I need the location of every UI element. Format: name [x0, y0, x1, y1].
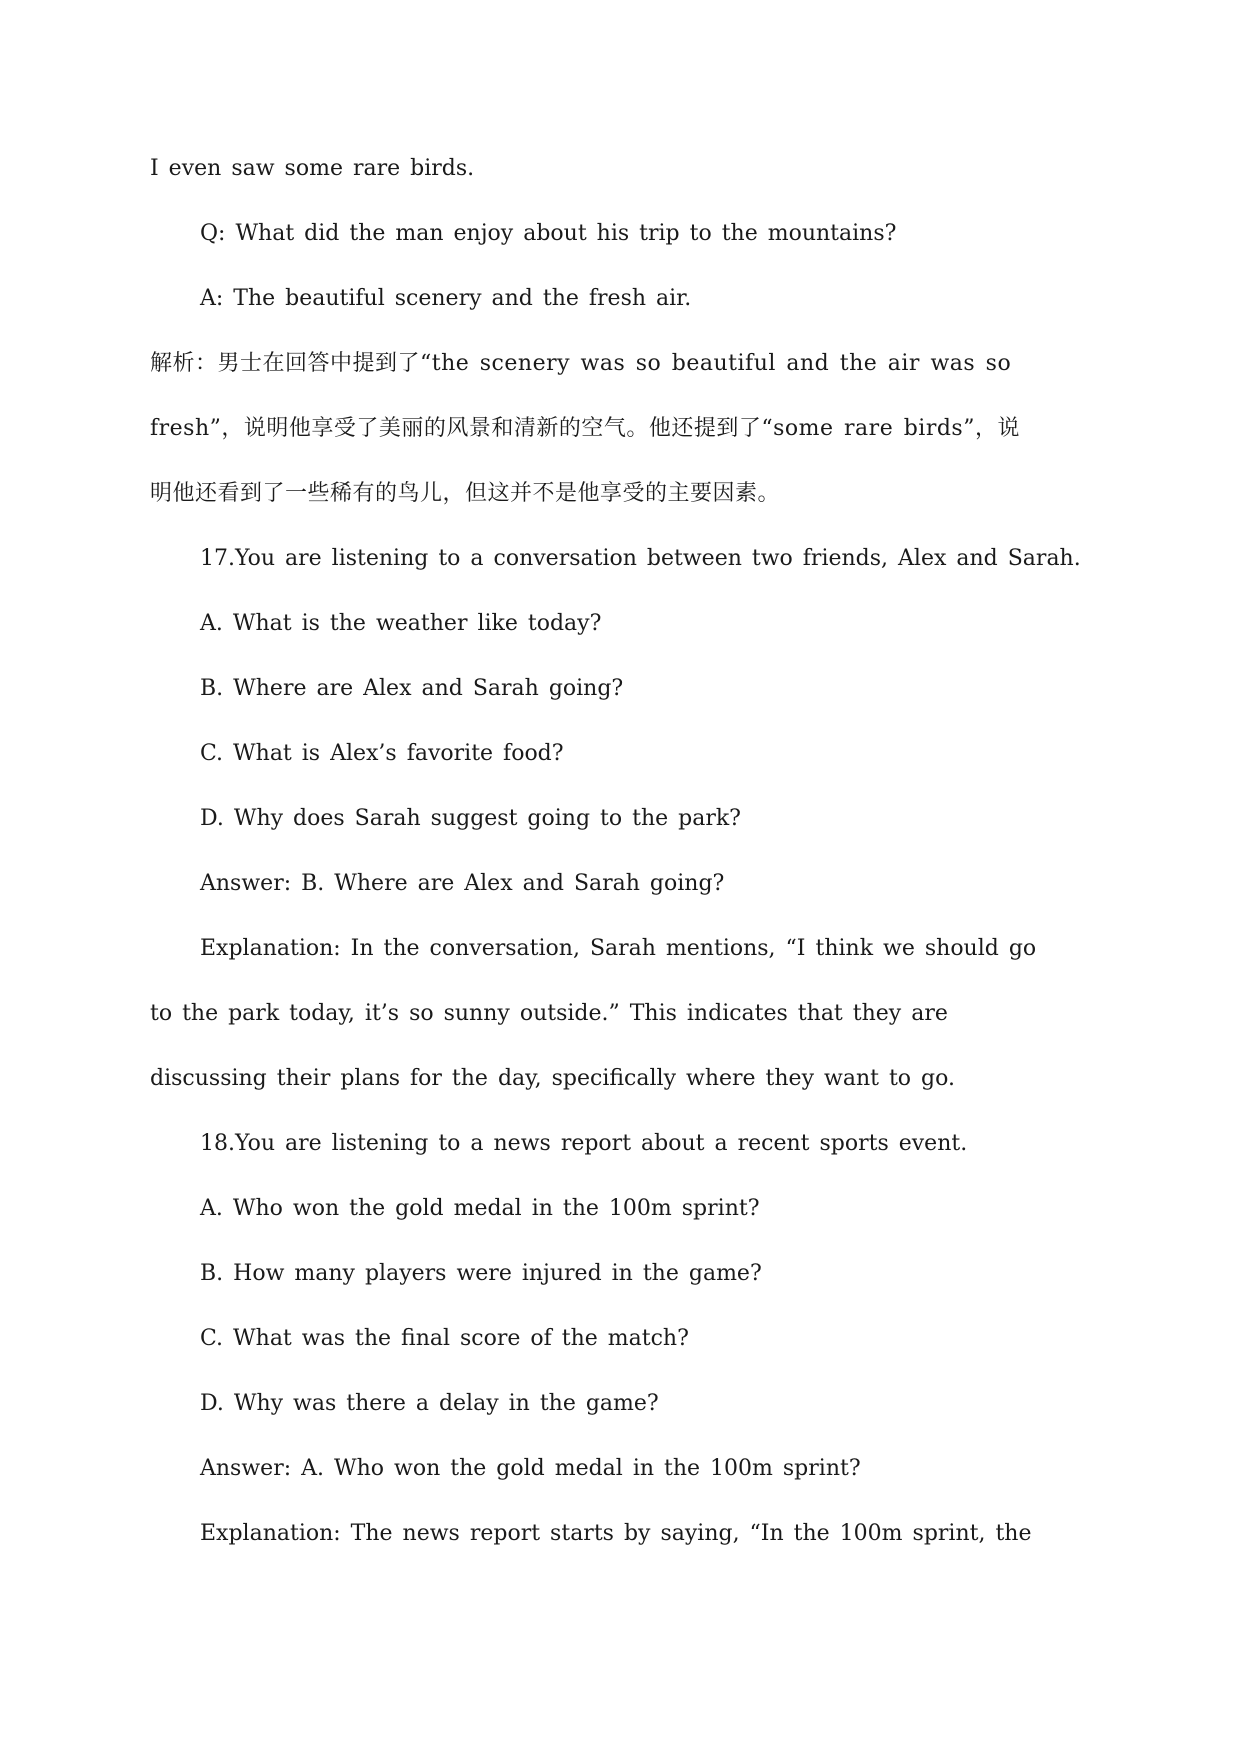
- option-a: A. Who won the gold medal in the 100m sprint?: [200, 1196, 760, 1221]
- option-c: C. What was the final score of the match?: [200, 1326, 689, 1351]
- explanation-line: discussing their plans for the day, specifically where they want to go.: [150, 1066, 955, 1091]
- explanation-line: Explanation: In the conversation, Sarah mentions, “I think we should go: [200, 936, 1037, 961]
- answer-line: Answer: A. Who won the gold medal in the 100m sprint?: [200, 1456, 861, 1481]
- analysis-line: 明他还看到了一些稀有的鸟儿，但这并不是他享受的主要因素。: [150, 481, 781, 506]
- option-a: A. What is the weather like today?: [200, 611, 602, 636]
- question-line: Q: What did the man enjoy about his trip to the mountains?: [200, 221, 897, 246]
- analysis-line: 解析：男士在回答中提到了“the scenery was so beautiful and the air was so: [150, 351, 1012, 376]
- option-c: C. What is Alex’s favorite food?: [200, 741, 564, 766]
- text-line: I even saw some rare birds.: [150, 156, 475, 181]
- option-b: B. Where are Alex and Sarah going?: [200, 676, 624, 701]
- explanation-line: to the park today, it’s so sunny outside.” This indicates that they are: [150, 1001, 948, 1026]
- document-body: [150, 136, 1100, 1566]
- explanation-line: Explanation: The news report starts by saying, “In the 100m sprint, the: [200, 1521, 1032, 1546]
- question-18-prompt: 18.You are listening to a news report about a recent sports event.: [200, 1131, 968, 1156]
- answer-line: Answer: B. Where are Alex and Sarah going?: [200, 871, 725, 896]
- option-b: B. How many players were injured in the game?: [200, 1261, 762, 1286]
- answer-line: A: The beautiful scenery and the fresh air.: [200, 286, 692, 311]
- option-d: D. Why does Sarah suggest going to the park?: [200, 806, 741, 831]
- question-17-prompt: 17.You are listening to a conversation between two friends, Alex and Sarah.: [200, 546, 1081, 571]
- option-d: D. Why was there a delay in the game?: [200, 1391, 659, 1416]
- analysis-line: fresh”，说明他享受了美丽的风景和清新的空气。他还提到了“some rare birds”，说: [150, 416, 1020, 441]
